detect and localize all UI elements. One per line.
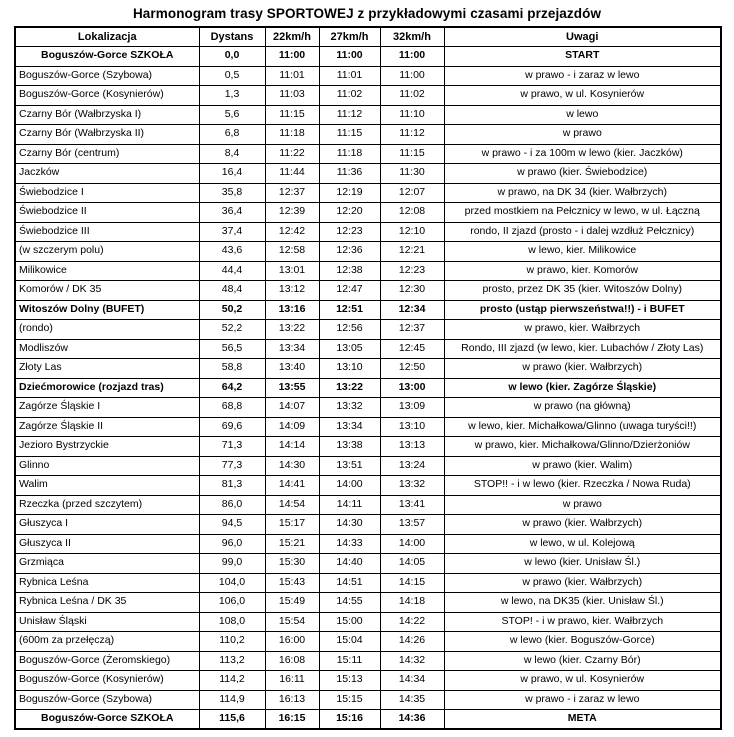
table-row bbox=[15, 690, 721, 710]
table-row bbox=[15, 632, 721, 652]
table-row bbox=[15, 573, 721, 593]
cell-lokalizacja: Jezioro Bystrzyckie bbox=[15, 437, 199, 457]
cell-lokalizacja: Świebodzice III bbox=[15, 222, 199, 242]
table-row bbox=[15, 203, 721, 223]
cell-dystans: 36,4 bbox=[199, 203, 265, 223]
cell-uwagi: w lewo (kier. Czarny Bór) bbox=[444, 651, 721, 671]
cell-time-27kmh: 11:18 bbox=[319, 144, 380, 164]
cell-uwagi: w lewo (kier. Unisław Śl.) bbox=[444, 554, 721, 574]
table-row bbox=[15, 66, 721, 86]
cell-lokalizacja: Świebodzice I bbox=[15, 183, 199, 203]
cell-dystans: 71,3 bbox=[199, 437, 265, 457]
cell-uwagi: w prawo bbox=[444, 125, 721, 145]
table-row bbox=[15, 222, 721, 242]
cell-uwagi: w prawo (kier. Wałbrzych) bbox=[444, 359, 721, 379]
cell-lokalizacja: Boguszów-Gorce (Szybowa) bbox=[15, 66, 199, 86]
table-row bbox=[15, 183, 721, 203]
cell-dystans: 94,5 bbox=[199, 515, 265, 535]
cell-time-22kmh: 16:00 bbox=[265, 632, 319, 652]
cell-lokalizacja: Rybnica Leśna / DK 35 bbox=[15, 593, 199, 613]
cell-dystans: 81,3 bbox=[199, 476, 265, 496]
table-row bbox=[15, 300, 721, 320]
cell-time-27kmh: 15:15 bbox=[319, 690, 380, 710]
table-row bbox=[15, 242, 721, 262]
cell-time-27kmh: 15:11 bbox=[319, 651, 380, 671]
table-row bbox=[15, 456, 721, 476]
cell-time-22kmh: 16:08 bbox=[265, 651, 319, 671]
cell-time-22kmh: 11:44 bbox=[265, 164, 319, 184]
cell-lokalizacja: Walim bbox=[15, 476, 199, 496]
cell-time-22kmh: 15:21 bbox=[265, 534, 319, 554]
cell-time-27kmh: 13:05 bbox=[319, 339, 380, 359]
cell-time-22kmh: 15:43 bbox=[265, 573, 319, 593]
cell-time-22kmh: 13:34 bbox=[265, 339, 319, 359]
cell-lokalizacja: Boguszów-Gorce (Kosynierów) bbox=[15, 671, 199, 691]
cell-uwagi: w prawo, w ul. Kosynierów bbox=[444, 671, 721, 691]
cell-time-22kmh: 16:13 bbox=[265, 690, 319, 710]
cell-lokalizacja: Czarny Bór (centrum) bbox=[15, 144, 199, 164]
cell-uwagi: w prawo, na DK 34 (kier. Wałbrzych) bbox=[444, 183, 721, 203]
cell-dystans: 6,8 bbox=[199, 125, 265, 145]
cell-uwagi: prosto (ustąp pierwszeństwa!!) - i BUFET bbox=[444, 300, 721, 320]
cell-dystans: 86,0 bbox=[199, 495, 265, 515]
cell-dystans: 106,0 bbox=[199, 593, 265, 613]
cell-time-22kmh: 11:22 bbox=[265, 144, 319, 164]
cell-lokalizacja: Boguszów-Gorce (Szybowa) bbox=[15, 690, 199, 710]
cell-time-27kmh: 11:36 bbox=[319, 164, 380, 184]
header-row bbox=[15, 27, 721, 47]
cell-time-27kmh: 14:55 bbox=[319, 593, 380, 613]
table-row bbox=[15, 710, 721, 730]
cell-time-32kmh: 14:05 bbox=[380, 554, 444, 574]
cell-dystans: 64,2 bbox=[199, 378, 265, 398]
cell-time-27kmh: 12:51 bbox=[319, 300, 380, 320]
cell-time-27kmh: 13:34 bbox=[319, 417, 380, 437]
cell-lokalizacja: Zagórze Śląskie II bbox=[15, 417, 199, 437]
table-row bbox=[15, 86, 721, 106]
cell-dystans: 68,8 bbox=[199, 398, 265, 418]
cell-dystans: 110,2 bbox=[199, 632, 265, 652]
cell-uwagi: w prawo (na główną) bbox=[444, 398, 721, 418]
cell-time-27kmh: 14:51 bbox=[319, 573, 380, 593]
cell-time-22kmh: 14:54 bbox=[265, 495, 319, 515]
cell-time-27kmh: 15:16 bbox=[319, 710, 380, 730]
cell-time-27kmh: 13:22 bbox=[319, 378, 380, 398]
cell-time-22kmh: 13:22 bbox=[265, 320, 319, 340]
cell-dystans: 69,6 bbox=[199, 417, 265, 437]
cell-uwagi: w prawo, kier. Wałbrzych bbox=[444, 320, 721, 340]
cell-dystans: 44,4 bbox=[199, 261, 265, 281]
cell-time-32kmh: 14:18 bbox=[380, 593, 444, 613]
cell-lokalizacja: Milikowice bbox=[15, 261, 199, 281]
cell-uwagi: w lewo, w ul. Kolejową bbox=[444, 534, 721, 554]
cell-uwagi: w prawo, w ul. Kosynierów bbox=[444, 86, 721, 106]
cell-time-27kmh: 12:38 bbox=[319, 261, 380, 281]
cell-lokalizacja: Jaczków bbox=[15, 164, 199, 184]
table-row bbox=[15, 378, 721, 398]
cell-dystans: 0,5 bbox=[199, 66, 265, 86]
cell-lokalizacja: Czarny Bór (Wałbrzyska II) bbox=[15, 125, 199, 145]
table-row bbox=[15, 534, 721, 554]
cell-time-27kmh: 11:01 bbox=[319, 66, 380, 86]
cell-lokalizacja: Komorów / DK 35 bbox=[15, 281, 199, 301]
cell-time-27kmh: 13:38 bbox=[319, 437, 380, 457]
cell-lokalizacja: Dziećmorowice (rozjazd tras) bbox=[15, 378, 199, 398]
cell-dystans: 99,0 bbox=[199, 554, 265, 574]
cell-time-32kmh: 11:30 bbox=[380, 164, 444, 184]
table-row bbox=[15, 476, 721, 496]
table-row bbox=[15, 261, 721, 281]
cell-time-27kmh: 15:04 bbox=[319, 632, 380, 652]
cell-dystans: 0,0 bbox=[199, 47, 265, 67]
cell-lokalizacja: Grzmiąca bbox=[15, 554, 199, 574]
cell-time-22kmh: 13:12 bbox=[265, 281, 319, 301]
cell-time-32kmh: 12:08 bbox=[380, 203, 444, 223]
cell-uwagi: w prawo (kier. Wałbrzych) bbox=[444, 515, 721, 535]
cell-time-32kmh: 12:30 bbox=[380, 281, 444, 301]
cell-uwagi: w prawo, kier. Komorów bbox=[444, 261, 721, 281]
cell-dystans: 96,0 bbox=[199, 534, 265, 554]
cell-uwagi: w prawo - i zaraz w lewo bbox=[444, 66, 721, 86]
cell-time-22kmh: 14:30 bbox=[265, 456, 319, 476]
cell-time-22kmh: 11:01 bbox=[265, 66, 319, 86]
cell-dystans: 16,4 bbox=[199, 164, 265, 184]
cell-dystans: 56,5 bbox=[199, 339, 265, 359]
cell-dystans: 114,9 bbox=[199, 690, 265, 710]
cell-lokalizacja: Boguszów-Gorce SZKOŁA bbox=[15, 47, 199, 67]
cell-dystans: 37,4 bbox=[199, 222, 265, 242]
cell-dystans: 5,6 bbox=[199, 105, 265, 125]
cell-lokalizacja: Zagórze Śląskie I bbox=[15, 398, 199, 418]
table-row bbox=[15, 47, 721, 67]
cell-time-32kmh: 13:00 bbox=[380, 378, 444, 398]
cell-uwagi: w prawo, kier. Michałkowa/Glinno/Dzierżoniów bbox=[444, 437, 721, 457]
table-row bbox=[15, 437, 721, 457]
cell-dystans: 108,0 bbox=[199, 612, 265, 632]
cell-time-27kmh: 14:30 bbox=[319, 515, 380, 535]
cell-lokalizacja: (rondo) bbox=[15, 320, 199, 340]
cell-dystans: 58,8 bbox=[199, 359, 265, 379]
table-row bbox=[15, 144, 721, 164]
cell-lokalizacja: (w szczerym polu) bbox=[15, 242, 199, 262]
cell-lokalizacja: Świebodzice II bbox=[15, 203, 199, 223]
cell-time-32kmh: 12:23 bbox=[380, 261, 444, 281]
page-title: Harmonogram trasy SPORTOWEJ z przykładowymi czasami przejazdów bbox=[132, 6, 602, 21]
col-header-dystans: Dystans bbox=[199, 27, 265, 47]
cell-lokalizacja: Glinno bbox=[15, 456, 199, 476]
cell-time-32kmh: 11:00 bbox=[380, 47, 444, 67]
cell-uwagi: w lewo (kier. Boguszów-Gorce) bbox=[444, 632, 721, 652]
table-row bbox=[15, 515, 721, 535]
cell-lokalizacja: Złoty Las bbox=[15, 359, 199, 379]
cell-uwagi: STOP!! - i w lewo (kier. Rzeczka / Nowa Ruda) bbox=[444, 476, 721, 496]
cell-time-32kmh: 11:02 bbox=[380, 86, 444, 106]
cell-time-27kmh: 11:02 bbox=[319, 86, 380, 106]
cell-time-32kmh: 11:12 bbox=[380, 125, 444, 145]
cell-time-22kmh: 15:49 bbox=[265, 593, 319, 613]
cell-uwagi: prosto, przez DK 35 (kier. Witoszów Dolny) bbox=[444, 281, 721, 301]
cell-time-22kmh: 12:58 bbox=[265, 242, 319, 262]
cell-uwagi: w prawo bbox=[444, 495, 721, 515]
cell-time-22kmh: 11:18 bbox=[265, 125, 319, 145]
cell-time-32kmh: 13:10 bbox=[380, 417, 444, 437]
cell-time-27kmh: 11:12 bbox=[319, 105, 380, 125]
cell-time-32kmh: 13:57 bbox=[380, 515, 444, 535]
cell-uwagi: przed mostkiem na Pełcznicy w lewo, w ul. Łączną bbox=[444, 203, 721, 223]
cell-time-22kmh: 13:16 bbox=[265, 300, 319, 320]
table-row bbox=[15, 651, 721, 671]
cell-time-27kmh: 13:51 bbox=[319, 456, 380, 476]
table-row bbox=[15, 554, 721, 574]
col-header-27kmh: 27km/h bbox=[319, 27, 380, 47]
cell-time-22kmh: 14:09 bbox=[265, 417, 319, 437]
cell-uwagi: w prawo (kier. Walim) bbox=[444, 456, 721, 476]
table-row bbox=[15, 281, 721, 301]
cell-lokalizacja: Boguszów-Gorce (Kosynierów) bbox=[15, 86, 199, 106]
cell-time-32kmh: 14:35 bbox=[380, 690, 444, 710]
cell-time-32kmh: 13:24 bbox=[380, 456, 444, 476]
table-row bbox=[15, 125, 721, 145]
cell-time-32kmh: 11:10 bbox=[380, 105, 444, 125]
cell-dystans: 104,0 bbox=[199, 573, 265, 593]
col-header-22kmh: 22km/h bbox=[265, 27, 319, 47]
cell-time-32kmh: 14:34 bbox=[380, 671, 444, 691]
cell-lokalizacja: Rybnica Leśna bbox=[15, 573, 199, 593]
cell-dystans: 114,2 bbox=[199, 671, 265, 691]
cell-uwagi: w lewo, kier. Michałkowa/Glinno (uwaga turyści!!) bbox=[444, 417, 721, 437]
cell-time-27kmh: 12:20 bbox=[319, 203, 380, 223]
cell-time-27kmh: 13:32 bbox=[319, 398, 380, 418]
table-row bbox=[15, 612, 721, 632]
cell-time-22kmh: 15:54 bbox=[265, 612, 319, 632]
table-row bbox=[15, 164, 721, 184]
table-row bbox=[15, 320, 721, 340]
cell-time-27kmh: 11:15 bbox=[319, 125, 380, 145]
cell-lokalizacja: Witoszów Dolny (BUFET) bbox=[15, 300, 199, 320]
cell-dystans: 48,4 bbox=[199, 281, 265, 301]
cell-uwagi: w prawo (kier. Świebodzice) bbox=[444, 164, 721, 184]
cell-time-27kmh: 12:19 bbox=[319, 183, 380, 203]
cell-time-22kmh: 12:39 bbox=[265, 203, 319, 223]
cell-uwagi: Rondo, III zjazd (w lewo, kier. Lubachów / Złoty Las) bbox=[444, 339, 721, 359]
cell-time-32kmh: 13:09 bbox=[380, 398, 444, 418]
table-row bbox=[15, 593, 721, 613]
cell-time-22kmh: 11:03 bbox=[265, 86, 319, 106]
cell-time-27kmh: 13:10 bbox=[319, 359, 380, 379]
cell-uwagi: w prawo (kier. Wałbrzych) bbox=[444, 573, 721, 593]
cell-time-32kmh: 11:00 bbox=[380, 66, 444, 86]
cell-dystans: 115,6 bbox=[199, 710, 265, 730]
cell-time-32kmh: 12:45 bbox=[380, 339, 444, 359]
cell-time-22kmh: 13:40 bbox=[265, 359, 319, 379]
cell-time-27kmh: 14:40 bbox=[319, 554, 380, 574]
col-header-uwagi: Uwagi bbox=[444, 27, 721, 47]
cell-lokalizacja: Unisław Śląski bbox=[15, 612, 199, 632]
cell-lokalizacja: Modliszów bbox=[15, 339, 199, 359]
cell-dystans: 50,2 bbox=[199, 300, 265, 320]
cell-dystans: 43,6 bbox=[199, 242, 265, 262]
cell-dystans: 35,8 bbox=[199, 183, 265, 203]
cell-time-22kmh: 14:07 bbox=[265, 398, 319, 418]
cell-time-32kmh: 12:37 bbox=[380, 320, 444, 340]
cell-time-22kmh: 11:15 bbox=[265, 105, 319, 125]
cell-time-22kmh: 16:11 bbox=[265, 671, 319, 691]
cell-uwagi: META bbox=[444, 710, 721, 730]
cell-lokalizacja: (600m za przełęczą) bbox=[15, 632, 199, 652]
table-row bbox=[15, 105, 721, 125]
cell-time-27kmh: 15:00 bbox=[319, 612, 380, 632]
cell-time-32kmh: 11:15 bbox=[380, 144, 444, 164]
cell-time-32kmh: 13:32 bbox=[380, 476, 444, 496]
cell-time-32kmh: 14:36 bbox=[380, 710, 444, 730]
cell-time-22kmh: 15:30 bbox=[265, 554, 319, 574]
cell-time-32kmh: 13:41 bbox=[380, 495, 444, 515]
cell-time-27kmh: 14:00 bbox=[319, 476, 380, 496]
cell-lokalizacja: Boguszów-Gorce SZKOŁA bbox=[15, 710, 199, 730]
cell-uwagi: w prawo - i zaraz w lewo bbox=[444, 690, 721, 710]
cell-lokalizacja: Głuszyca I bbox=[15, 515, 199, 535]
cell-time-22kmh: 12:37 bbox=[265, 183, 319, 203]
cell-lokalizacja: Rzeczka (przed szczytem) bbox=[15, 495, 199, 515]
cell-lokalizacja: Głuszyca II bbox=[15, 534, 199, 554]
cell-time-32kmh: 12:07 bbox=[380, 183, 444, 203]
cell-time-32kmh: 12:34 bbox=[380, 300, 444, 320]
cell-dystans: 8,4 bbox=[199, 144, 265, 164]
table-row bbox=[15, 495, 721, 515]
cell-time-27kmh: 11:00 bbox=[319, 47, 380, 67]
cell-time-22kmh: 12:42 bbox=[265, 222, 319, 242]
schedule-rows bbox=[15, 47, 721, 730]
cell-dystans: 52,2 bbox=[199, 320, 265, 340]
table-row bbox=[15, 359, 721, 379]
cell-time-22kmh: 13:55 bbox=[265, 378, 319, 398]
cell-dystans: 113,2 bbox=[199, 651, 265, 671]
cell-time-32kmh: 12:10 bbox=[380, 222, 444, 242]
cell-uwagi: w lewo (kier. Zagórze Śląskie) bbox=[444, 378, 721, 398]
cell-uwagi: START bbox=[444, 47, 721, 67]
cell-dystans: 1,3 bbox=[199, 86, 265, 106]
cell-time-22kmh: 11:00 bbox=[265, 47, 319, 67]
cell-time-27kmh: 15:13 bbox=[319, 671, 380, 691]
cell-uwagi: w lewo, na DK35 (kier. Unisław Śl.) bbox=[444, 593, 721, 613]
cell-time-32kmh: 14:22 bbox=[380, 612, 444, 632]
cell-time-32kmh: 13:13 bbox=[380, 437, 444, 457]
cell-uwagi: w lewo bbox=[444, 105, 721, 125]
cell-time-27kmh: 12:23 bbox=[319, 222, 380, 242]
col-header-lokalizacja: Lokalizacja bbox=[15, 27, 199, 47]
cell-time-32kmh: 14:26 bbox=[380, 632, 444, 652]
cell-time-27kmh: 12:36 bbox=[319, 242, 380, 262]
cell-dystans: 77,3 bbox=[199, 456, 265, 476]
cell-lokalizacja: Boguszów-Gorce (Żeromskiego) bbox=[15, 651, 199, 671]
cell-uwagi: STOP! - i w prawo, kier. Wałbrzych bbox=[444, 612, 721, 632]
cell-time-27kmh: 14:33 bbox=[319, 534, 380, 554]
cell-uwagi: w lewo, kier. Milikowice bbox=[444, 242, 721, 262]
table-row bbox=[15, 417, 721, 437]
cell-time-22kmh: 14:41 bbox=[265, 476, 319, 496]
cell-time-32kmh: 14:32 bbox=[380, 651, 444, 671]
cell-time-22kmh: 13:01 bbox=[265, 261, 319, 281]
table-row bbox=[15, 398, 721, 418]
cell-time-32kmh: 14:00 bbox=[380, 534, 444, 554]
cell-time-32kmh: 12:21 bbox=[380, 242, 444, 262]
cell-time-32kmh: 14:15 bbox=[380, 573, 444, 593]
table-row bbox=[15, 671, 721, 691]
cell-time-27kmh: 14:11 bbox=[319, 495, 380, 515]
cell-time-27kmh: 12:47 bbox=[319, 281, 380, 301]
cell-time-22kmh: 14:14 bbox=[265, 437, 319, 457]
cell-time-22kmh: 15:17 bbox=[265, 515, 319, 535]
route-schedule-table bbox=[14, 26, 722, 730]
cell-lokalizacja: Czarny Bór (Wałbrzyska I) bbox=[15, 105, 199, 125]
cell-time-32kmh: 12:50 bbox=[380, 359, 444, 379]
cell-time-22kmh: 16:15 bbox=[265, 710, 319, 730]
col-header-32kmh: 32km/h bbox=[380, 27, 444, 47]
cell-time-27kmh: 12:56 bbox=[319, 320, 380, 340]
table-row bbox=[15, 339, 721, 359]
cell-uwagi: w prawo - i za 100m w lewo (kier. Jaczków) bbox=[444, 144, 721, 164]
cell-uwagi: rondo, II zjazd (prosto - i dalej wzdłuż Pełcznicy) bbox=[444, 222, 721, 242]
